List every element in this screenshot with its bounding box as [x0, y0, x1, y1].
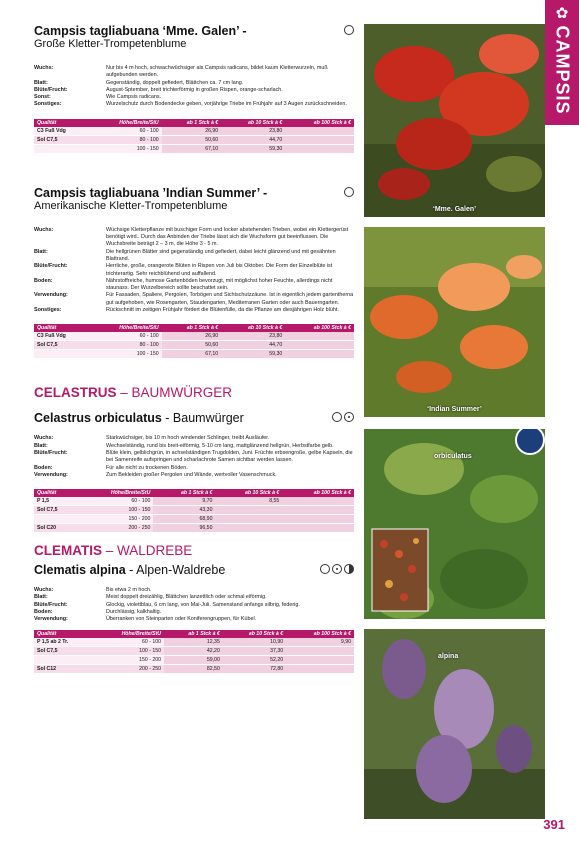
- table-cell: 200 - 250: [78, 524, 153, 533]
- table-cell: 43,30: [153, 506, 215, 515]
- property-value: Bis etwa 2 m hoch.: [106, 587, 152, 594]
- property-value: August-Sptember, breit trichterförmig in großen Rispen, orange-scharlach.: [106, 86, 283, 93]
- property-value: Nur bis 4 m hoch, schwachwüchsiger als Campsis radicans, bildet kaum Kletterwurzeln, muß aufgebunden werden.: [106, 65, 328, 79]
- column-header: ab 10 Stck à €: [221, 119, 285, 127]
- price-table: [34, 489, 354, 533]
- table-row: [34, 506, 354, 515]
- column-header: Höhe/Breite/StU: [78, 489, 153, 497]
- property-key: Sonst:: [34, 94, 51, 101]
- property-key: Blatt:: [34, 594, 48, 601]
- property-value: Wüchsige Kletterpflanze mit buschiger Form und locker abstehenden Trieben, wobei ein Klettergerüst benötigt wird.. Durch das Anbinden der Triebe lässt sich die Wuchsform gut beeinflussen. Die Wuchsbreite beträgt 2 – 3 m, die Höhe 3 - 5 m.: [106, 226, 349, 248]
- column-header: ab 1 Stck à €: [162, 324, 222, 332]
- table-cell: 10,90: [223, 638, 286, 647]
- symbol-marks: [344, 187, 354, 197]
- table-cell: 59,00: [164, 655, 223, 664]
- table-cell: 23,80: [221, 332, 285, 341]
- genus-heading: CLEMATIS – WALDREBE: [34, 543, 193, 559]
- property-row: [34, 594, 354, 601]
- property-key: Blüte/Frucht:: [34, 86, 68, 93]
- halfshade-symbol-icon: [344, 412, 354, 422]
- entry-title: Celastrus orbiculatus - Baumwürger: [34, 411, 354, 425]
- sun-symbol-icon: [332, 412, 342, 422]
- column-header: ab 1 Stck à €: [162, 119, 222, 127]
- property-row: [34, 249, 354, 264]
- table-cell: Sol C7,5: [34, 646, 93, 655]
- property-value: Wurzelschutz durch Bodendecke geben, vorjährige Triebe im Frühjahr auf 3 Augen zurückschneiden.: [106, 101, 347, 108]
- property-key: Sonstiges:: [34, 307, 62, 314]
- property-value: Die hellgrünen Blätter sind gegenständig und gefiedert, dabei leicht glänzend und mit gesähnten Blattrand.: [106, 248, 336, 262]
- table-cell: [286, 646, 354, 655]
- property-row: [34, 87, 354, 94]
- table-row: [34, 332, 354, 341]
- table-cell: 80 - 100: [89, 341, 161, 350]
- table-cell: 52,20: [223, 655, 286, 664]
- property-key: Blüte/Frucht:: [34, 601, 68, 608]
- property-value: Durchlässig, kalkhaltig.: [106, 609, 162, 616]
- column-header: ab 100 Stck à €: [285, 324, 354, 332]
- property-row: [34, 263, 354, 278]
- right-column: [364, 24, 545, 819]
- property-value: Überranken von Steinparten oder Koniferengruppen, für Kübel.: [106, 616, 257, 623]
- table-row: [34, 135, 354, 144]
- table-cell: 44,70: [221, 135, 285, 144]
- column-header: Qualität: [34, 630, 93, 638]
- property-key: Wuchs:: [34, 226, 54, 233]
- photo-caption: ‘Mme. Galen’: [432, 206, 477, 213]
- column-header: ab 10 Stck à €: [215, 489, 282, 497]
- entry-title: Campsis tagliabuana ‘Mme. Galen’ -: [34, 24, 354, 38]
- table-cell: 44,70: [221, 341, 285, 350]
- table-cell: Sol C20: [34, 524, 78, 533]
- property-row: [34, 101, 354, 108]
- table-cell: Sol C7,5: [34, 341, 89, 350]
- table-header-row: [34, 630, 354, 638]
- table-row: [34, 638, 354, 647]
- photo-indian-summer: [364, 227, 545, 417]
- table-cell: [285, 127, 354, 136]
- property-row: [34, 227, 354, 249]
- side-tab: [545, 0, 579, 125]
- table-row: [34, 515, 354, 524]
- column-header: ab 100 Stck à €: [282, 489, 354, 497]
- property-row: [34, 292, 354, 307]
- left-column: [34, 24, 354, 674]
- column-header: Qualität: [34, 324, 89, 332]
- property-row: [34, 65, 354, 80]
- table-cell: [34, 144, 89, 153]
- photo-caption: orbiculatus: [434, 453, 472, 460]
- table-cell: [285, 135, 354, 144]
- table-cell: [285, 341, 354, 350]
- table-row: [34, 341, 354, 350]
- entry-clematis: [34, 543, 354, 673]
- genus-heading: CELASTRUS – BAUMWÜRGER: [34, 385, 233, 401]
- table-cell: 23,80: [221, 127, 285, 136]
- flower-star-icon: ✿: [555, 5, 569, 22]
- table-row: [34, 646, 354, 655]
- column-header: ab 10 Stck à €: [221, 324, 285, 332]
- table-header-row: [34, 119, 354, 127]
- entry-campsis-mme-galen: [34, 24, 354, 154]
- property-value: Für alle nicht zu trockenen Böden.: [106, 464, 188, 471]
- entry-subtitle: Große Kletter-Trompetenblume: [34, 38, 187, 50]
- sun-symbol-icon: [344, 25, 354, 35]
- property-row: [34, 587, 354, 594]
- table-cell: 59,30: [221, 144, 285, 153]
- table-header-row: [34, 324, 354, 332]
- table-row: [34, 350, 354, 359]
- property-row: [34, 278, 354, 293]
- column-header: Höhe/Breite/StU: [93, 630, 164, 638]
- property-row: [34, 450, 354, 465]
- table-cell: 26,90: [162, 332, 222, 341]
- table-cell: 59,30: [221, 350, 285, 359]
- symbol-marks: [344, 25, 354, 35]
- side-tab-label: CAMPSIS: [552, 25, 573, 115]
- property-key: Verwendung:: [34, 471, 68, 478]
- table-cell: 67,10: [162, 350, 222, 359]
- property-key: Wuchs:: [34, 587, 54, 594]
- property-value: Herrliche, große, orangerote Blüten in Rispen von Juli bis Oktober. Die Form der Einzelblüte ist trichterartig. Sehr reichblühend und auffallend.: [106, 263, 333, 277]
- column-header: Höhe/Breite/StU: [89, 324, 161, 332]
- table-cell: Sol C7,5: [34, 506, 78, 515]
- table-cell: 60 - 100: [89, 127, 161, 136]
- entry-title: Clematis alpina - Alpen-Waldrebe: [34, 563, 354, 577]
- entry-subtitle: Amerikanische Kletter-Trompetenblume: [34, 199, 228, 212]
- table-row: [34, 655, 354, 664]
- table-cell: 200 - 250: [93, 664, 164, 673]
- property-key: Boden:: [34, 277, 53, 284]
- table-cell: 60 - 100: [78, 497, 153, 506]
- property-value: Zum Bekleiden großer Pergolen und Wände, wertvoller Vasenschmuck.: [106, 471, 277, 478]
- table-cell: C3 Fuß Vdg: [34, 127, 89, 136]
- property-value: Wechselständig, rund bis breit-eiförmig, 5-10 cm lang, mattglänzend hellgrün, Herbstfarbe gelb.: [106, 442, 334, 449]
- property-value: Nährstoffreiche, humose Gartenböden bevorzugt, mit möglichst hoher Feuchte, allerdings nicht staunass. Der Wurzelbereich sollte beschattet sein.: [106, 277, 333, 292]
- table-row: [34, 524, 354, 533]
- property-row: [34, 94, 354, 101]
- table-cell: 42,20: [164, 646, 223, 655]
- photo-alpina: [364, 629, 545, 819]
- table-cell: Sol C12: [34, 664, 93, 673]
- table-row: [34, 664, 354, 673]
- property-key: Wuchs:: [34, 65, 54, 71]
- table-cell: 12,35: [164, 638, 223, 647]
- table-cell: [34, 350, 89, 359]
- table-cell: 26,90: [162, 127, 222, 136]
- property-value: Starkwüchsiger, bis 10 m hoch windender Schlinger, treibt Ausläufer.: [106, 435, 270, 442]
- property-key: Blatt:: [34, 442, 48, 449]
- table-cell: P 1,5 ab 2 Tr.: [34, 638, 93, 647]
- property-key: Boden:: [34, 464, 53, 471]
- symbol-marks: [320, 564, 354, 574]
- column-header: ab 100 Stck à €: [285, 119, 354, 127]
- table-header-row: [34, 489, 354, 497]
- property-value: Gegenständig, doppelt gefiedert, Blättchen ca. 7 cm lang.: [106, 79, 244, 86]
- table-cell: C3 Fuß Vdg: [34, 332, 89, 341]
- property-key: Verwendung:: [34, 292, 68, 299]
- table-cell: [285, 350, 354, 359]
- shade-symbol-icon: [344, 564, 354, 574]
- property-key: Blatt:: [34, 79, 48, 86]
- price-table: [34, 119, 354, 154]
- table-cell: [282, 506, 354, 515]
- sun-symbol-icon: [320, 564, 330, 574]
- table-cell: 9,70: [153, 497, 215, 506]
- photo-caption: ‘Indian Summer’: [427, 406, 482, 413]
- table-cell: [215, 506, 282, 515]
- table-cell: 50,60: [162, 135, 222, 144]
- photo-caption: alpina: [438, 653, 459, 660]
- property-key: Blatt:: [34, 248, 48, 255]
- table-cell: 8,55: [215, 497, 282, 506]
- property-value: Meist doppelt dreizählig, Blättchen lanzettlich oder schmal eiförmig.: [106, 594, 267, 601]
- table-cell: [286, 664, 354, 673]
- table-cell: [282, 497, 354, 506]
- photo-orbiculatus: [364, 429, 545, 619]
- table-cell: 50,60: [162, 341, 222, 350]
- column-header: Höhe/Breite/StU: [89, 119, 161, 127]
- table-cell: [34, 515, 78, 524]
- column-header: Qualität: [34, 489, 78, 497]
- property-value: Wie Campsis radicans.: [106, 94, 162, 101]
- table-cell: [285, 144, 354, 153]
- properties: [34, 65, 354, 109]
- property-value: Rückschnitt im zeitigen Frühjahr fördert die Blütenfülle, da die Pflanze am diesjährigen Holz blüht.: [106, 307, 339, 314]
- page-number: 391: [543, 817, 565, 832]
- table-cell: [282, 515, 354, 524]
- table-cell: P 1,5: [34, 497, 78, 506]
- column-header: ab 1 Stck à €: [164, 630, 223, 638]
- table-cell: [215, 515, 282, 524]
- price-table: [34, 630, 354, 674]
- entry-celastrus: [34, 385, 354, 533]
- column-header: ab 10 Stck à €: [223, 630, 286, 638]
- properties: [34, 227, 354, 315]
- table-cell: 100 - 150: [89, 144, 161, 153]
- table-cell: [285, 332, 354, 341]
- property-value: Blüte klein, gelblichgrün, in achselständigen Trugdolden, Juni. Früchte erbsengroße, gelbe Kapseln, die bei Samenreife aufspringen und scharlachrote Samen sichtbar werden lassen.: [106, 449, 353, 464]
- property-key: Verwendung:: [34, 616, 68, 623]
- properties: [34, 435, 354, 479]
- entry-title: Campsis tagliabuana ’Indian Summer’ -: [34, 186, 354, 200]
- table-cell: 60 - 100: [93, 638, 164, 647]
- table-cell: 60 - 100: [89, 332, 161, 341]
- property-value: Glockig, violettblau, 6 cm lang, von Mai-Juli. Samenstand anfangs silbrig, federig.: [106, 601, 300, 608]
- entry-campsis-indian-summer: [34, 186, 354, 360]
- table-cell: 37,30: [223, 646, 286, 655]
- symbol-marks: [332, 412, 354, 422]
- table-cell: 100 - 150: [93, 646, 164, 655]
- table-cell: 100 - 150: [89, 350, 161, 359]
- table-cell: 9,90: [286, 638, 354, 647]
- table-row: [34, 144, 354, 153]
- property-row: [34, 80, 354, 87]
- column-header: Qualität: [34, 119, 89, 127]
- table-cell: [282, 524, 354, 533]
- table-row: [34, 127, 354, 136]
- halfshade-symbol-icon: [332, 564, 342, 574]
- property-key: Sonstiges:: [34, 101, 62, 108]
- table-cell: 82,50: [164, 664, 223, 673]
- table-cell: [215, 524, 282, 533]
- column-header: ab 1 Stck à €: [153, 489, 215, 497]
- property-row: [34, 616, 354, 623]
- table-cell: 68,90: [153, 515, 215, 524]
- property-key: Blüte/Frucht:: [34, 263, 68, 270]
- table-cell: 150 - 200: [78, 515, 153, 524]
- property-key: Blüte/Frucht:: [34, 449, 68, 456]
- column-header: ab 100 Stck à €: [286, 630, 354, 638]
- table-row: [34, 497, 354, 506]
- property-row: [34, 435, 354, 442]
- property-key: Boden:: [34, 609, 53, 616]
- table-cell: 67,10: [162, 144, 222, 153]
- photo-mme-galen: [364, 24, 545, 217]
- price-table: [34, 324, 354, 359]
- properties: [34, 587, 354, 623]
- table-cell: Sol C7,5: [34, 135, 89, 144]
- table-cell: 96,50: [153, 524, 215, 533]
- table-cell: [286, 655, 354, 664]
- property-row: [34, 472, 354, 479]
- property-row: [34, 307, 354, 314]
- property-row: [34, 465, 354, 472]
- property-row: [34, 443, 354, 450]
- table-cell: [34, 655, 93, 664]
- table-cell: 80 - 100: [89, 135, 161, 144]
- property-value: Für Fassaden, Spaliere, Pergolen, Torbögen und Sichtschutzzäune. Ist in eigentlich jedem gartentherna gut aufgehoben, wie Rosengarten, Staudengarten, Mediterranen Garten oder auch Bauerngarten.: [106, 292, 354, 306]
- property-row: [34, 602, 354, 609]
- sun-symbol-icon: [344, 187, 354, 197]
- table-cell: 150 - 200: [93, 655, 164, 664]
- table-cell: 72,80: [223, 664, 286, 673]
- property-key: Wuchs:: [34, 435, 54, 442]
- table-cell: 100 - 150: [78, 506, 153, 515]
